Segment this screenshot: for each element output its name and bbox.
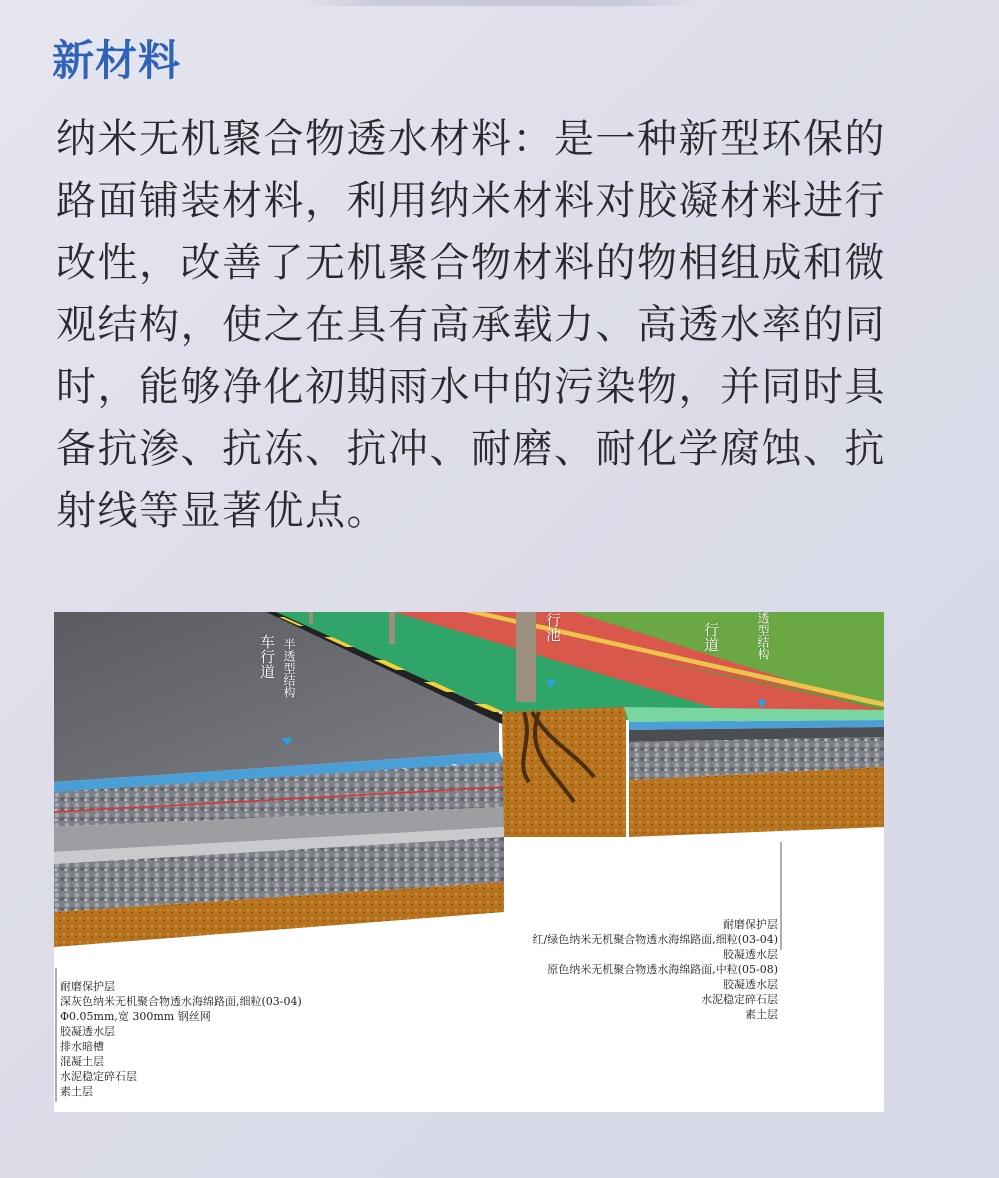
body-paragraph: 纳米无机聚合物透水材料：是一种新型环保的路面铺装材料，利用纳米材料对胶凝材料进行改性，改善了无机聚合物材料的物相组成和微观结构，使之在具有高承载力、高透水率的同时，能够净化初期雨水中的污染物，并同时具备抗渗、抗冻、抗冲、耐磨、耐化学腐蚀、抗射线等显著优点。 — [56, 116, 886, 534]
right-legend-item: 红/绿色纳米无机聚合物透水海绵路面,细粒(03-04) — [532, 933, 778, 946]
right-legend-item: 胶凝透水层 — [723, 948, 778, 961]
left-legend-item: 素土层 — [60, 1085, 93, 1098]
right-legend-item: 水泥稳定碎石层 — [701, 993, 778, 1006]
right-legend-item: 胶凝透水层 — [723, 978, 778, 991]
right-label-lane-text: 行道 — [702, 622, 720, 652]
pavement-cross-section-figure — [54, 612, 884, 1112]
road-label-lane — [258, 634, 274, 683]
left-legend-item: 混凝土层 — [60, 1055, 104, 1068]
top-decoration — [0, 0, 999, 6]
middle-label — [544, 612, 560, 646]
section-heading: 新材料 — [52, 36, 182, 85]
road-label-structure-text: 半透型结构 — [282, 638, 296, 698]
right-label-lane — [702, 622, 718, 656]
left-legend-item: Φ0.05mm,宽 300mm 钢丝网 — [60, 1010, 211, 1023]
road-label-lane-text: 车行道 — [258, 634, 276, 679]
right-legend-item: 素土层 — [745, 1008, 778, 1021]
right-legend-item: 原色纳米无机聚合物透水海绵路面,中粒(05-08) — [547, 963, 778, 976]
cross-section-illustration — [54, 612, 884, 1112]
left-legend-item: 深灰色纳米无机聚合物透水海绵路面,细粒(03-04) — [60, 995, 302, 1008]
right-label-structure-text: 透型结构 — [756, 612, 770, 660]
left-legend-item: 胶凝透水层 — [60, 1025, 115, 1038]
left-legend-item: 耐磨保护层 — [60, 980, 115, 993]
road-label-structure — [280, 638, 296, 703]
right-label-structure — [754, 612, 770, 665]
left-legend-item: 水泥稳定碎石层 — [60, 1070, 137, 1083]
right-legend-item: 耐磨保护层 — [723, 918, 778, 931]
middle-label-text: 行池 — [544, 612, 562, 642]
left-legend-item: 排水暗槽 — [60, 1040, 104, 1053]
